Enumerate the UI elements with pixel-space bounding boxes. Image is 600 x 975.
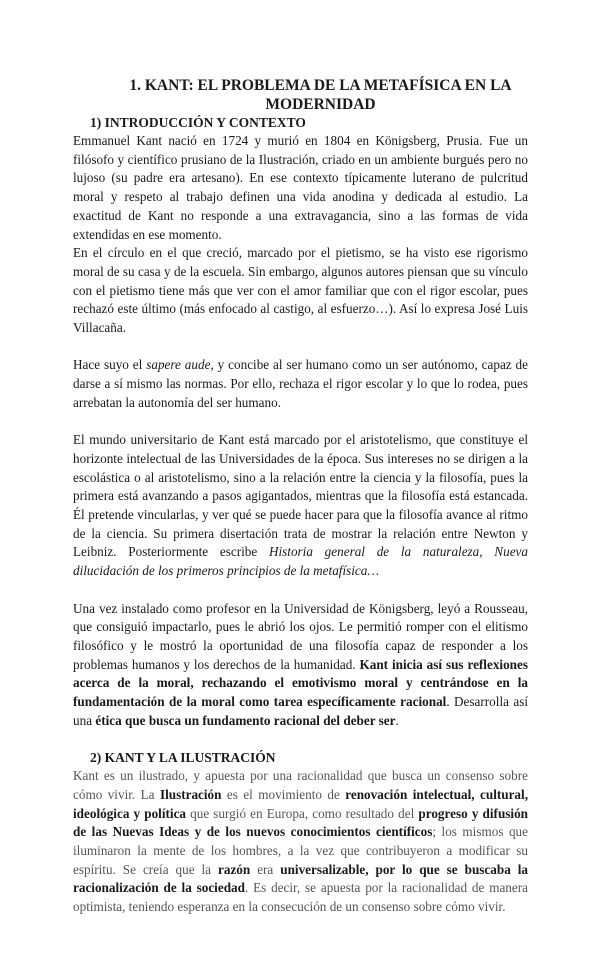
text-run: . Es decir, se apuesta por la racionalidad de manera optimista, teniendo esperanza en la consecución de un consenso sobre cómo vivir. xyxy=(73,880,528,915)
text-run: En el círculo en el que creció, marcado por el pietismo, se ha visto ese rigorismo moral de su casa y de la escuela. Sin embargo, algunos autores piensan que su vínculo con el pietismo tiene más que ver con el amor familiar que con el rigor escolar, pues rechazó este último (más enfocado al castigo, al esfuerzo…). Así lo expresa José Luis Villacaña. xyxy=(73,245,528,336)
text-run: . xyxy=(395,712,399,728)
italic-text: Historia general de la naturaleza, Nueva dilucidación de los primeros principios de la metafísica… xyxy=(73,544,528,579)
italic-text: sapere aude xyxy=(146,357,211,373)
text-run: . Desarrolla así una xyxy=(73,694,529,728)
bold-text: Ilustración xyxy=(159,786,222,802)
title-line-1: 1. KANT: EL PROBLEMA DE LA METAFÍSICA EN LA xyxy=(129,77,512,94)
paragraph xyxy=(73,600,528,731)
text-run: que surgió en Europa, como resultado del xyxy=(186,805,419,821)
bold-text: Kant inicia así sus reflexiones acerca de la moral, rechazando el emotivismo moral y centrándose en la fundamentación de la moral como tarea específicamente racional xyxy=(73,656,529,710)
text-run: , y concibe al ser humano como un ser autónomo, capaz de darse a sí mismo las normas. Por ello, rechaza el rigor escolar y lo que lo rodea, pues arrebatan la autonomía del ser humano. xyxy=(73,357,529,410)
text-run: es el movimiento de xyxy=(221,786,346,802)
bold-text: razón xyxy=(218,861,251,877)
text-run: Kant es un ilustrado, y apuesta por una racionalidad que busca un consenso sobre cómo vivir. La xyxy=(73,768,528,802)
document-body xyxy=(73,77,528,917)
paragraph xyxy=(73,431,528,581)
paragraph xyxy=(73,132,528,244)
text-run: Emmanuel Kant nació en 1724 y murió en 1804 en Königsberg, Prusia. Fue un filósofo y científico prusiano de la Ilustración, criado en un ambiente burgués pero no lujoso (su padre era artesano). En ese contexto típicamente luterano de pulcritud moral y respeto al trabajo definen una vida anodina y dedicada al estudio. La exactitud de Kant no responde a una extravagancia, sino a las formas de vida extendidas en ese momento. xyxy=(73,133,528,242)
title-line-2: MODERNIDAD xyxy=(265,95,376,113)
text-run: El mundo universitario de Kant está marcado por el aristotelismo, que constituye el horizonte intelectual de las Universidades de la época. Sus intereses no se dirigen a la escolástica o al aristotelismo, sino a la relación entre la ciencia y la filosofía, pues la primera está avanzando a pasos agigantados, mientras que la filosofía está estancada. Él pretende vincularlas, y ver qué se puede hacer para que la filosofía avance al ritmo de la ciencia. Su primera disertación trata de mostrar la relación entre Newton y Leibniz. Posteriormente escribe xyxy=(73,432,528,560)
text-run: Una vez instalado como profesor en la Universidad de Königsberg, leyó a Rousseau, que consiguió impactarlo, pues le abrió los ojos. Le permitió romper con el elitismo filosófico y le mostró la oportunidad de una filosofía capaz de responder a los problemas humanos y los derechos de la humanidad. xyxy=(73,600,528,672)
paragraph-block xyxy=(73,132,528,338)
text-run: era xyxy=(250,861,281,877)
bold-text: renovación intelectual, cultural, ideológica y política xyxy=(73,786,528,821)
paragraph xyxy=(73,356,528,412)
paragraph xyxy=(73,767,528,917)
document-title xyxy=(73,77,528,114)
bold-text: progreso y difusión de las Nuevas Ideas y de los nuevos conocimientos científicos xyxy=(73,805,528,840)
bold-text: universalizable, por lo que se buscaba la racionalización de la sociedad xyxy=(73,861,528,896)
section-heading-ilustracion: 2) KANT Y LA ILUSTRACIÓN xyxy=(90,750,276,766)
text-run: Hace suyo el xyxy=(73,357,147,373)
paragraph xyxy=(73,244,528,338)
text-run: ; los mismos que iluminaron la mente de los hombres, a la vez que contribuyeron a modificar su espíritu. Se creía que la xyxy=(73,824,528,877)
section-heading-introduccion: 1) INTRODUCCIÓN Y CONTEXTO xyxy=(90,115,306,130)
bold-text: ética que busca un fundamento racional del deber ser xyxy=(95,712,396,728)
